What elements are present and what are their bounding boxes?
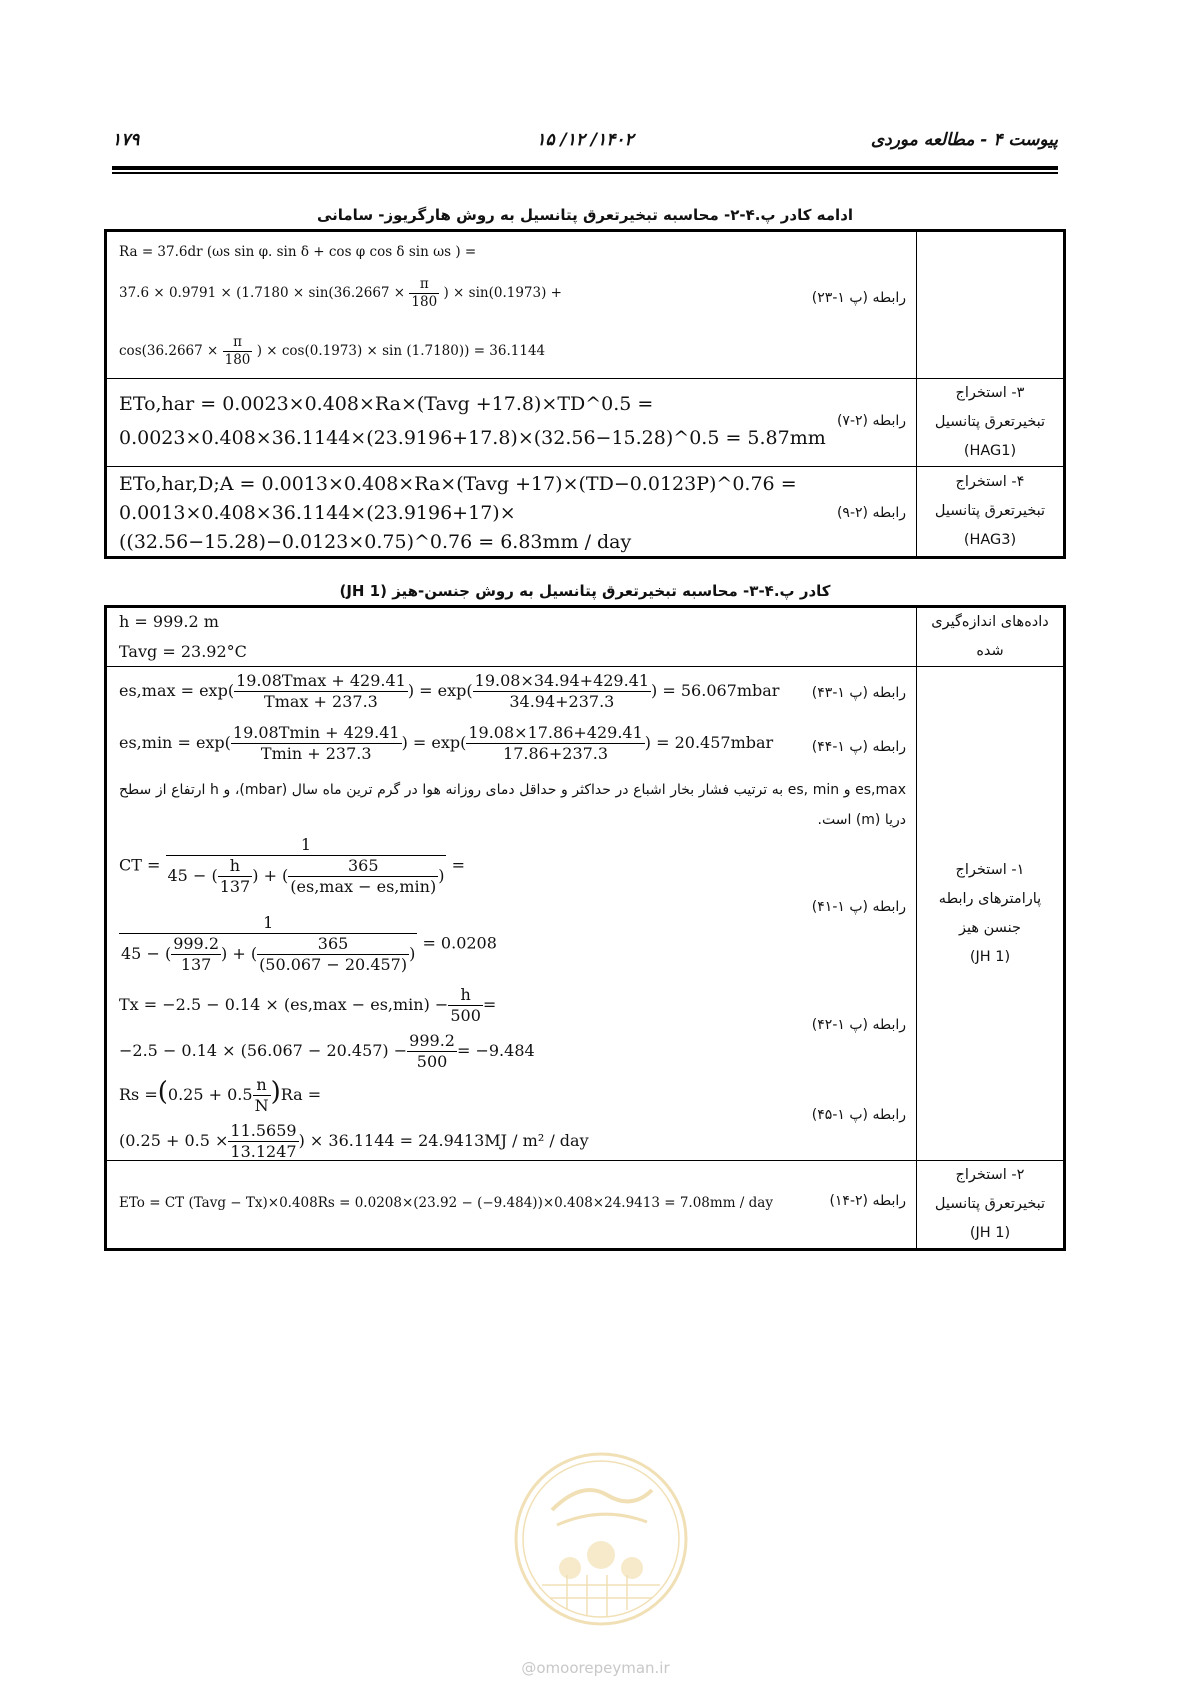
watermark-text: @omoorepeyman.ir bbox=[521, 1659, 670, 1677]
ra-equation-cell bbox=[106, 231, 917, 379]
ra-label-cell bbox=[917, 231, 1065, 379]
header-rule-thin bbox=[112, 172, 1058, 174]
box2-row-eto bbox=[106, 1161, 1065, 1250]
elevation-value: h = 999.2 m bbox=[119, 612, 219, 631]
ct-formula: CT = 1 45 − ( $\frac{h}{137}$ ) + ( $\frac{365}{(es,\max - es,\min)}$ ) = bbox=[119, 835, 465, 896]
hag3-result: ((32.56−15.28)−0.0123×0.75)^0.76 = 6.83mm / day bbox=[119, 531, 632, 553]
page-number: ۱۷۹ bbox=[112, 130, 140, 150]
box1-row-hag1 bbox=[106, 379, 1065, 467]
hag1-result: 0.0023×0.408×36.1144×(23.9196+17.8)×(32.56−15.28)^0.5 = 5.87mm bbox=[119, 427, 826, 449]
es-definition-note: es,max و es, min به ترتیب فشار بخار اشباع در حداکثر و حداقل دمای روزانه هوا در گرم ترین ماه سال (mbar)، و h ارتفاع از سطح دریا (m) است. bbox=[119, 782, 906, 828]
box1-row-ra bbox=[106, 231, 1065, 379]
jh-eto-cell bbox=[106, 1161, 917, 1250]
jh-eto-reference: رابطه (۲-۱۴) bbox=[829, 1193, 906, 1209]
ra-substitution-2: cos(36.2667 × $\frac{\pi}{180}$ ) × cos(0.1973) × sin (1.7180)) = 36.1144 bbox=[119, 334, 546, 368]
hag1-label: ۳- استخراج تبخیرتعرق پتانسیل (HAG1) bbox=[917, 379, 1065, 467]
hag3-equation-cell bbox=[106, 467, 917, 558]
jh-params-label: ۱- استخراج پارامترهای رابطه جنسن هیز (JH 1) bbox=[917, 667, 1065, 1161]
tx-formula: Tx = −2.5 − 0.14 × (es,max − es,min) − $\frac{h}{500}$ = bbox=[119, 985, 497, 1025]
hag3-formula: ETo,har,D;A = 0.0013×0.408×Ra×(Tavg +17)×(TD−0.0123P)^0.76 = bbox=[119, 473, 797, 495]
box1-row-hag3 bbox=[106, 467, 1065, 558]
esmin-reference: رابطه (پ ۱-۴۴) bbox=[811, 739, 906, 755]
hag3-substitution: 0.0013×0.408×36.1144×(23.9196+17)× bbox=[119, 502, 516, 524]
esmax-equation: es,max = exp( $\frac{19.08Tmax + 429.41}{Tmax + 237.3}$ ) = exp( $\frac{19.08\times 34.94+429.41}{34.94+237.3}$ ) = 56.067mbar bbox=[119, 671, 780, 711]
esmin-equation: es,min = exp( $\frac{19.08Tmin + 429.41}{Tmin + 237.3}$ ) = exp( $\frac{19.08\times 17.86+429.41}{17.86+237.3}$ ) = 20.457mbar bbox=[119, 723, 774, 763]
jh-eto-equation: ETo = CT (Tavg − Tx)×0.408Rs = 0.0208×(23.92 − (−9.484))×0.408×24.9413 = 7.08mm / day bbox=[119, 1195, 773, 1211]
box2-row-params bbox=[106, 667, 1065, 1161]
box1-caption: ادامه کادر پ.۴-۲- محاسبه تبخیرتعرق پتانسیل به روش هارگریوز- سامانی bbox=[316, 206, 854, 224]
watermark-logo-icon bbox=[512, 1450, 690, 1628]
hag3-label: ۴- استخراج تبخیرتعرق پتانسیل (HAG3) bbox=[917, 467, 1065, 558]
box2-caption: کادر پ.۴-۳- محاسبه تبخیرتعرق پتانسیل به روش جنسن-هیز (JH 1) bbox=[339, 582, 831, 600]
rs-reference: رابطه (پ ۱-۴۵) bbox=[811, 1107, 906, 1123]
jh-eto-label: ۲- استخراج تبخیرتعرق پتانسیل (JH 1) bbox=[917, 1161, 1065, 1250]
tx-result: −2.5 − 0.14 × (56.067 − 20.457) − $\frac{999.2}{500}$ = −9.484 bbox=[119, 1031, 535, 1071]
hag1-formula: ETo,har = 0.0023×0.408×Ra×(Tavg +17.8)×TD^0.5 = bbox=[119, 393, 654, 415]
header-rule-thick bbox=[112, 166, 1058, 170]
rs-result: (0.25 + 0.5 × $\frac{11.5659}{13.1247}$ ) × 36.1144 = 24.9413MJ / m² / day bbox=[119, 1121, 589, 1161]
page-header bbox=[112, 130, 1058, 150]
ct-reference: رابطه (پ ۱-۴۱) bbox=[811, 899, 906, 915]
measured-data-cell bbox=[106, 607, 917, 667]
ra-substitution-1: 37.6 × 0.9791 × (1.7180 × sin(36.2667 × $\frac{\pi}{180}$ ) × sin(0.1973) + bbox=[119, 276, 562, 310]
tx-reference: رابطه (پ ۱-۴۲) bbox=[811, 1017, 906, 1033]
measured-data-label: داده‌های اندازه‌گیری شده bbox=[917, 607, 1065, 667]
ct-result: 1 45 − ( $\frac{999.2}{137}$ ) + ( $\frac{365}{(50.067 - 20.457)}$ ) = 0.0208 bbox=[121, 913, 497, 974]
page-date: ۱۴۰۲/ ۱۲/ ۱۵ bbox=[536, 130, 634, 150]
hag3-reference: رابطه (۲-۹) bbox=[836, 505, 906, 521]
tavg-value: Tavg = 23.92°C bbox=[119, 642, 247, 661]
esmax-reference: رابطه (پ ۱-۴۳) bbox=[811, 685, 906, 701]
ra-reference: رابطه (پ ۱-۲۳) bbox=[811, 290, 906, 306]
section-title: پیوست ۴ - مطالعه موردی bbox=[870, 130, 1058, 150]
box2-table bbox=[104, 605, 1066, 1251]
jh-params-cell bbox=[106, 667, 917, 1161]
box1-table bbox=[104, 229, 1066, 559]
ra-formula: Ra = 37.6dr (ωs sin φ. sin δ + cos φ cos δ sin ωs ) = bbox=[119, 244, 477, 260]
hag1-reference: رابطه (۲-۷) bbox=[836, 413, 906, 429]
rs-formula: Rs =(0.25 + 0.5 $\frac{n}{N}$ )Ra = bbox=[119, 1075, 322, 1115]
box2-row-data bbox=[106, 607, 1065, 667]
hag1-equation-cell bbox=[106, 379, 917, 467]
